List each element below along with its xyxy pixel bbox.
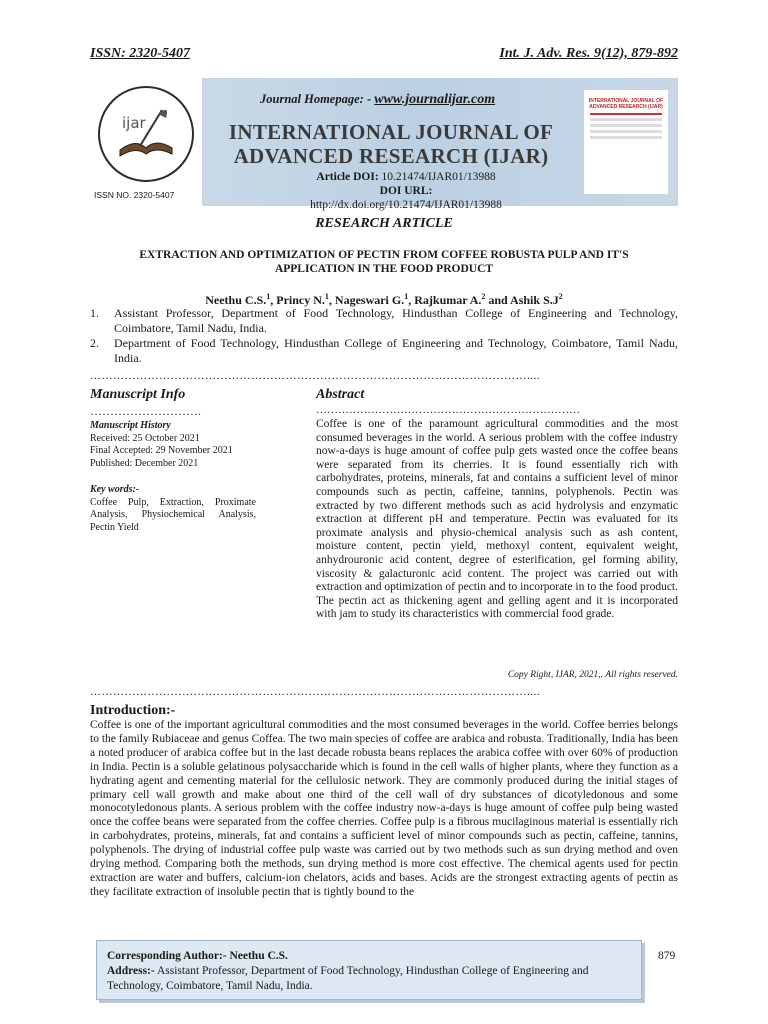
article-title: EXTRACTION AND OPTIMIZATION OF PECTIN FROM COFFEE ROBUSTA PULP AND IT'S APPLICATION IN THE FOOD PRODUCT [139, 249, 629, 275]
abstract-dots: ……………………………………………………………… [316, 404, 580, 416]
author-name: Rajkumar A. [414, 293, 482, 307]
affiliation-text: Department of Food Technology, Hindusthan College of Engineering and Technology, Coimbatore, Tamil Nadu, India. [114, 336, 678, 365]
article-doi[interactable]: 10.21474/IJAR01/13988 [381, 171, 496, 183]
author-affiliation-mark: 1 [266, 292, 271, 301]
homepage-label: Journal Homepage: - [260, 92, 372, 106]
journal-banner [90, 78, 678, 211]
address-label: Address:- [107, 965, 155, 977]
manuscript-info [90, 420, 256, 534]
logo-text: ijar [122, 114, 146, 132]
affiliation-item: 1. Assistant Professor, Department of Food Technology, Hindusthan College of Engineering and Technology, Coimbatore, Tamil Nadu, India. [90, 306, 678, 335]
history-heading: Manuscript History [90, 420, 171, 431]
running-header [90, 46, 678, 62]
logo-circle [98, 86, 194, 182]
separator-top: …………………………………………………………………………………………………….... [90, 370, 540, 382]
introduction-text: Coffee is one of the important agricultural commodities and the most consumed beverages in the world. Coffee berries belongs to the family Rubiaceae and genus Coffea. The two main species of coffee are arabica and robusta. Traditionally, India has been a noted producer of arabica coffee but in the last decade robusta beans replaces the arabica coffee with over 60% of production in India. Pectin is a soluble gelatinous polysaccharide which is found in the cell walls of higher plants, where they function as a hydrating agent and cementing material for the cellulosic network. They are commonly produced during the initial stages of primary cell wall growth and make about one third of the cell wall of dry substances of dicotyledonous and some monocotyledonous plants. A serious problem with the coffee industry now-a-days is huge amount of coffee pulp being wasted once the coffee beans were separated from the coffee cherries. Coffee pulp is a fibrous mucilaginous material is essentially rich in carbohydrates, proteins, minerals, fat and contains a sufficient level of minor compounds such as pectin, caffeine, tannins, polyphenols. The drying of industrial coffee pulp waste was carried out by two methods such as sun drying method and oven drying method. Comparing both the methods, sun drying method is more cost effective. The chemical agents used for pectin extraction are water and buffers, calcium-ion chelators, acids and bases. Acids are the strongest extracting agents of pectin as they facilitate extraction of insoluble pectin that is tightly bound to the [90, 719, 678, 898]
author-affiliation-mark: 1 [404, 292, 409, 301]
keywords-heading: Key words:- [90, 484, 140, 495]
author-affiliation-mark: 2 [481, 292, 486, 301]
author-name: Neethu C.S. [205, 293, 267, 307]
separator-bottom: …………………………………………………………………………………………………….... [90, 686, 540, 698]
corr-name: Neethu C.S. [229, 950, 288, 962]
citation-text: Int. J. Adv. Res. 9(12), 879-892 [499, 46, 678, 61]
published-date: Published: December 2021 [90, 457, 199, 469]
received-date: Received: 25 October 2021 [90, 432, 200, 444]
logo-issn: ISSN NO. 2320-5407 [94, 190, 175, 200]
cover-title: INTERNATIONAL JOURNAL OF ADVANCED RESEARCH (IJAR) [588, 98, 664, 110]
copyright-notice: Copy Right, IJAR, 2021,. All rights reserved. [507, 670, 678, 680]
article-type: RESEARCH ARTICLE [315, 216, 453, 231]
author-affiliation-mark: 1 [324, 292, 329, 301]
accepted-date: Final Accepted: 29 November 2021 [90, 445, 233, 456]
author-name: Princy N. [276, 293, 325, 307]
journal-homepage [260, 92, 495, 108]
author-affiliation-mark: 2 [558, 292, 563, 301]
corr-label: Corresponding Author:- [107, 950, 227, 962]
affiliation-text: Assistant Professor, Department of Food Technology, Hindusthan College of Engineering and Technology, Coimbatore, Tamil Nadu, India. [114, 306, 678, 335]
author-list: Neethu C.S.$^1$, Princy N.$^1$, Nageswari G.$^1$, Rajkumar A.$^2$ and Ashik $S.J^2$ [205, 292, 563, 307]
author-name: Ashik S.J [510, 293, 559, 307]
abstract-heading: Abstract [316, 387, 365, 402]
journal-cover-image [584, 90, 668, 194]
manuscript-dots: ………………………. [90, 404, 201, 418]
affiliations [90, 306, 678, 366]
journal-title: INTERNATIONAL JOURNAL OF ADVANCED RESEARCH (IJAR) [228, 120, 554, 168]
introduction-heading: Introduction:- [90, 703, 176, 718]
journal-logo [90, 78, 202, 206]
author-name: Nageswari G. [334, 293, 405, 307]
book-quill-icon [100, 88, 192, 180]
issn-text: ISSN: 2320-5407 [90, 46, 190, 61]
manuscript-info-heading: Manuscript Info [90, 387, 186, 402]
abstract-text: Coffee is one of the paramount agricultural commodities and the most consumed beverages in the world. A serious problem with the coffee industry now-a-days is huge amount of coffee pulp gets wasted once the coffee beans were separated from its cherries. It is found essentially rich with carbohydrates, proteins, minerals, fat and contains a sufficient level of minor compounds such as pectin, caffeine, tannins, polyphenols. Pectin was extracted by two different methods such as acid hydrolysis and enzymatic extraction at different pH and temperature. Pectin was evaluated for its proximate analysis and physio-chemical analysis such as ash content, moisture content, pectin yield, methoxyl content, equivalent weight, anhydrouronic acid content, degree of esterification, gel forming ability, viscosity & galacturonic acid content. The project was carried out with extraction and optimization of pectin and to incorporate in to the food product. The pectin act as thickening agent and gelling agent and it is incorporated with jam to study its characteristics with commercial food grade. [316, 418, 678, 621]
article-doi-label: Article DOI: [316, 171, 379, 183]
affiliation-item: 2. Department of Food Technology, Hindusthan College of Engineering and Technology, Coimbatore, Tamil Nadu, India. [90, 336, 678, 365]
corr-address: Assistant Professor, Department of Food Technology, Hindusthan College of Engineering and Technology, Coimbatore, Tamil Nadu, India. [107, 965, 589, 992]
page-number: 879 [658, 950, 676, 962]
doi-url-label: DOI URL: [379, 185, 433, 197]
corresponding-author-box [96, 940, 642, 1000]
doi-url-link[interactable]: http://dx.doi.org/10.21474/IJAR01/13988 [310, 199, 502, 211]
homepage-link[interactable]: www.journalijar.com [374, 92, 496, 107]
doi-block [286, 170, 526, 212]
keywords: Coffee Pulp, Extraction, Proximate Analysis, Physiochemical Analysis, Pectin Yield [90, 496, 256, 533]
